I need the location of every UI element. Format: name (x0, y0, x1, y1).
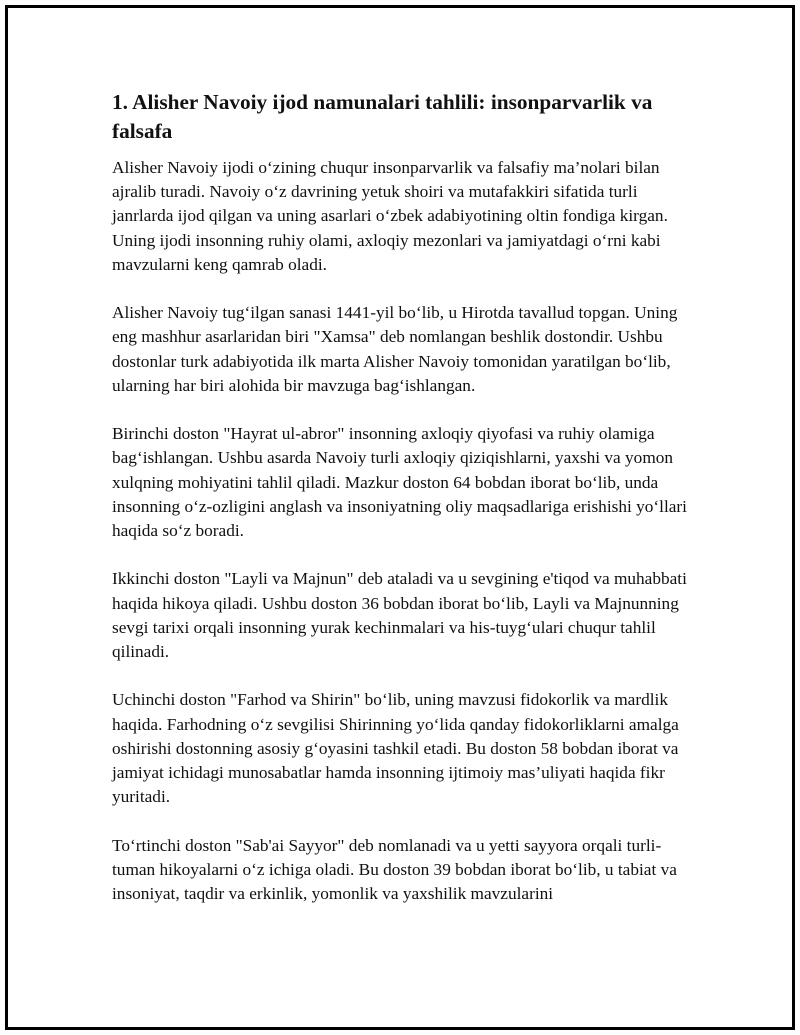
paragraph-farhod-va-shirin: Uchinchi doston "Farhod va Shirin" bo‘lib, uning mavzusi fidokorlik va mardlik haqida. Farhodning o‘z sevgilisi Shirinning yo‘lida qanday fidokorliklarni amalga oshirishi dostonning asosiy g‘oyasini tashkil etadi. Bu doston 58 bobdan iborat va jamiyat ichidagi munosabatlar hamda insonning ijtimoiy mas’uliyati haqida fikr yuritadi. (112, 690, 679, 807)
paragraph-hayrat-ul-abror: Birinchi doston "Hayrat ul-abror" insonning axloqiy qiyofasi va ruhiy olamiga bag‘ishlangan. Ushbu asarda Navoiy turli axloqiy qiziqishlarni, yaxshi va yomon xulqning mohiyatini tahlil qiladi. Mazkur doston 64 bobdan iborat bo‘lib, unda insonning o‘z-ozligini anglash va insoniyatning oliy maqsadlariga erishishi yo‘llari haqida so‘z boradi. (112, 424, 687, 541)
paragraph-sabai-sayyor: To‘rtinchi doston "Sab'ai Sayyor" deb nomlanadi va u yetti sayyora orqali turli-tuman hikoyalarni o‘z ichiga oladi. Bu doston 39 bobdan iborat bo‘lib, u tabiat va insoniyat, taqdir va erkinlik, yomonlik va yaxshilik mavzularini (112, 835, 677, 904)
section-title: 1. Alisher Navoiy ijod namunalari tahlili: insonparvarlik va falsafa (112, 90, 653, 143)
paragraph-layli-va-majnun: Ikkinchi doston "Layli va Majnun" deb ataladi va u sevgining e'tiqod va muhabbati haqida hikoya qiladi. Ushbu doston 36 bobdan iborat bo‘lib, Layli va Majnunning sevgi tarixi orqali insonning yurak kechinmalari va his-tuyg‘ulari chuqur tahlil qilinadi. (112, 569, 687, 662)
paragraph-biography: Alisher Navoiy tug‘ilgan sanasi 1441-yil bo‘lib, u Hirotda tavallud topgan. Uning eng mashhur asarlaridan biri "Xamsa" deb nomlangan beshlik dostondir. Ushbu dostonlar turk adabiyotida ilk marta Alisher Navoiy tomonidan yaratilgan bo‘lib, ularning har biri alohida bir mavzuga bag‘ishlangan. (112, 303, 678, 395)
paragraph-intro: Alisher Navoiy ijodi o‘zining chuqur insonparvarlik va falsafiy ma’nolari bilan ajralib turadi. Navoiy o‘z davrining yetuk shoiri va mutafakkiri sifatida turli janrlarda ijod qilgan va uning asarlari o‘zbek adabiyotining oltin fondiga kirgan. Uning ijodi insonning ruhiy olami, axloqiy mezonlari va jamiyatdagi o‘rni kabi mavzularni keng qamrab oladi. (112, 158, 668, 274)
document-body (112, 88, 687, 930)
